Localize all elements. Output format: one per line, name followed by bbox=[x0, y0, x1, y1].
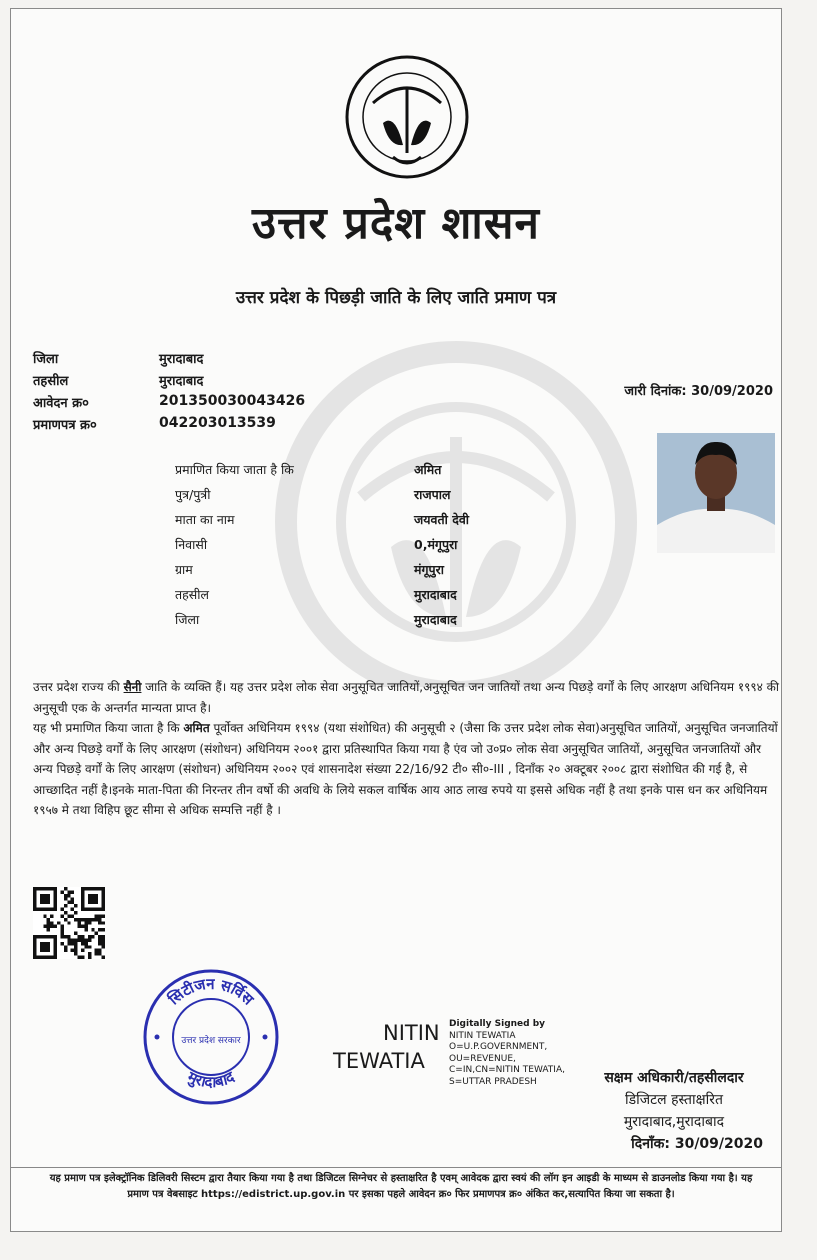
stamp-top-text: सिटीजन सर्विस bbox=[165, 974, 258, 1009]
authority-date: दिनाँक: 30/09/2020 bbox=[631, 1136, 763, 1152]
certificate-page bbox=[10, 8, 782, 1232]
authority-designation: सक्षम अधिकारी/तहसीलदार bbox=[604, 1070, 744, 1086]
svg-text:मुरादाबाद bbox=[183, 1067, 238, 1091]
certified-value-name: अमित bbox=[414, 462, 442, 477]
certificate-body bbox=[33, 677, 783, 821]
digital-signer-name: NITIN TEWATIA bbox=[333, 1021, 440, 1073]
certified-label-mother: माता का नाम bbox=[175, 512, 235, 527]
government-title: उत्तर प्रदेश शासन bbox=[252, 198, 540, 249]
certified-value-district: मुरादाबाद bbox=[414, 612, 457, 627]
certified-value-tehsil: मुरादाबाद bbox=[414, 587, 457, 602]
verification-footer: यह प्रमाण पत्र इलेक्ट्रॉनिक डिलिवरी सिस्टम द्वारा तैयार किया गया है तथा डिजिटल सिग्नेचर से हस्ताक्षरित है एवम् आवेदक द्वारा स्वयं की लॉग इन आइडी के माध्यम से डाउनलोड किया गया है। यह प्रमाण पत्र वेबसाइट https://edistrict.up.gov.in पर इसका पहले आवेदन क्र० फिर प्रमाणपत्र क्र० अंकित कर,सत्यापित किया जा सकता है। bbox=[49, 1173, 753, 1200]
issue-date: जारी दिनांक: 30/09/2020 bbox=[624, 384, 773, 399]
certified-label-parent: पुत्र/पुत्री bbox=[175, 487, 211, 502]
citizen-service-stamp bbox=[141, 967, 281, 1107]
authority-signed: डिजिटल हस्ताक्षरित bbox=[625, 1092, 723, 1108]
certified-label-name: प्रमाणित किया जाता है कि bbox=[175, 462, 294, 477]
detail-label-district: जिला bbox=[33, 352, 59, 367]
applicant-photo bbox=[657, 433, 775, 553]
certified-value-mother: जयवती देवी bbox=[414, 512, 470, 527]
certificate-title: उत्तर प्रदेश के पिछड़ी जाति के लिए जाति प्रमाण पत्र bbox=[235, 288, 557, 308]
detail-value-certificate-no: 042203013539 bbox=[159, 415, 276, 431]
certified-label-village: ग्राम bbox=[175, 562, 193, 577]
detail-label-application-no: आवेदन क्र० bbox=[33, 396, 89, 411]
body-paragraph-1: उत्तर प्रदेश राज्य की सैनी जाति के व्यक्ति हैं। यह उत्तर प्रदेश लोक सेवा अनुसूचित जातियों,अनुसूचित जन जातियों तथा अन्य पिछड़े वर्गों के लिए आरक्षण अधिनियम १९९४ की अनुसूची एक के अन्तर्गत मान्यता प्राप्त है। bbox=[33, 680, 779, 715]
emblem-watermark bbox=[261, 327, 651, 687]
body-paragraph-2: यह भी प्रमाणित किया जाता है कि अमित पूर्वोक्त अधिनियम १९९४ (यथा संशोधित) की अनुसूची २ (जैसा कि उत्तर प्रदेश लोक सेवा)अनुसूचित जातियों, अनुसूचित जनजातियों और अन्य पिछड़े वर्गों के लिए आरक्षण (संशोधन) अधिनियम २००१ द्वारा प्रतिस्थापित किया गया है एंव जो उ०प्र० लोक सेवा अनुसूचित जातियों, अनुसूचित जनजातियों और अन्य पिछड़े वर्गों के लिए आरक्षण (संशोधन) अधिनियम २००२ एवं शासनादेश संख्या 22/16/92 टी० सी०-III , दिनाँक २० अक्टूबर २००८ द्वारा संशोधित की गई है, से आच्छादित नहीं है।इनके माता-पिता की निरन्तर तीन वर्षो की अवधि के लिये सकल वार्षिक आय आठ लाख रुपये या इससे अधिक नहीं है तथा इनके पास धन कर अधिनियम १९५७ मे तथा विहिप छूट सीमा से अधिक सम्पत्ति नहीं है । bbox=[33, 721, 778, 817]
certified-value-resident: 0,मंगूपुरा bbox=[414, 537, 458, 552]
digital-signature-details: Digitally Signed by NITIN TEWATIA O=U.P.GOVERNMENT, OU=REVENUE, C=IN,CN=NITIN TEWATIA, S=UTTAR PRADESH bbox=[449, 1019, 565, 1087]
caste-name: सैनी bbox=[123, 680, 142, 694]
certified-label-district: जिला bbox=[175, 612, 200, 627]
issuing-authority bbox=[567, 1067, 781, 1155]
detail-value-application-no: 201350030043426 bbox=[159, 393, 306, 409]
certified-value-parent: राजपाल bbox=[414, 487, 451, 502]
authority-place: मुरादाबाद,मुरादाबाद bbox=[623, 1114, 725, 1130]
detail-label-tehsil: तहसील bbox=[33, 374, 69, 389]
stamp-bottom-text: मुरादाबाद bbox=[184, 1067, 238, 1092]
certified-value-village: मंगूपुरा bbox=[414, 562, 444, 577]
detail-label-certificate-no: प्रमाणपत्र क्र० bbox=[33, 418, 97, 433]
detail-value-district: मुरादाबाद bbox=[159, 352, 204, 367]
footer-divider bbox=[11, 1167, 781, 1168]
certified-label-resident: निवासी bbox=[175, 537, 208, 552]
applicant-name-inline: अमित bbox=[183, 721, 210, 735]
stamp-center-text: उत्तर प्रदेश सरकार bbox=[181, 1036, 241, 1046]
verification-qr-code[interactable] bbox=[33, 887, 105, 959]
certified-label-tehsil: तहसील bbox=[175, 587, 209, 602]
detail-value-tehsil: मुरादाबाद bbox=[159, 374, 204, 389]
up-government-emblem bbox=[343, 53, 471, 181]
